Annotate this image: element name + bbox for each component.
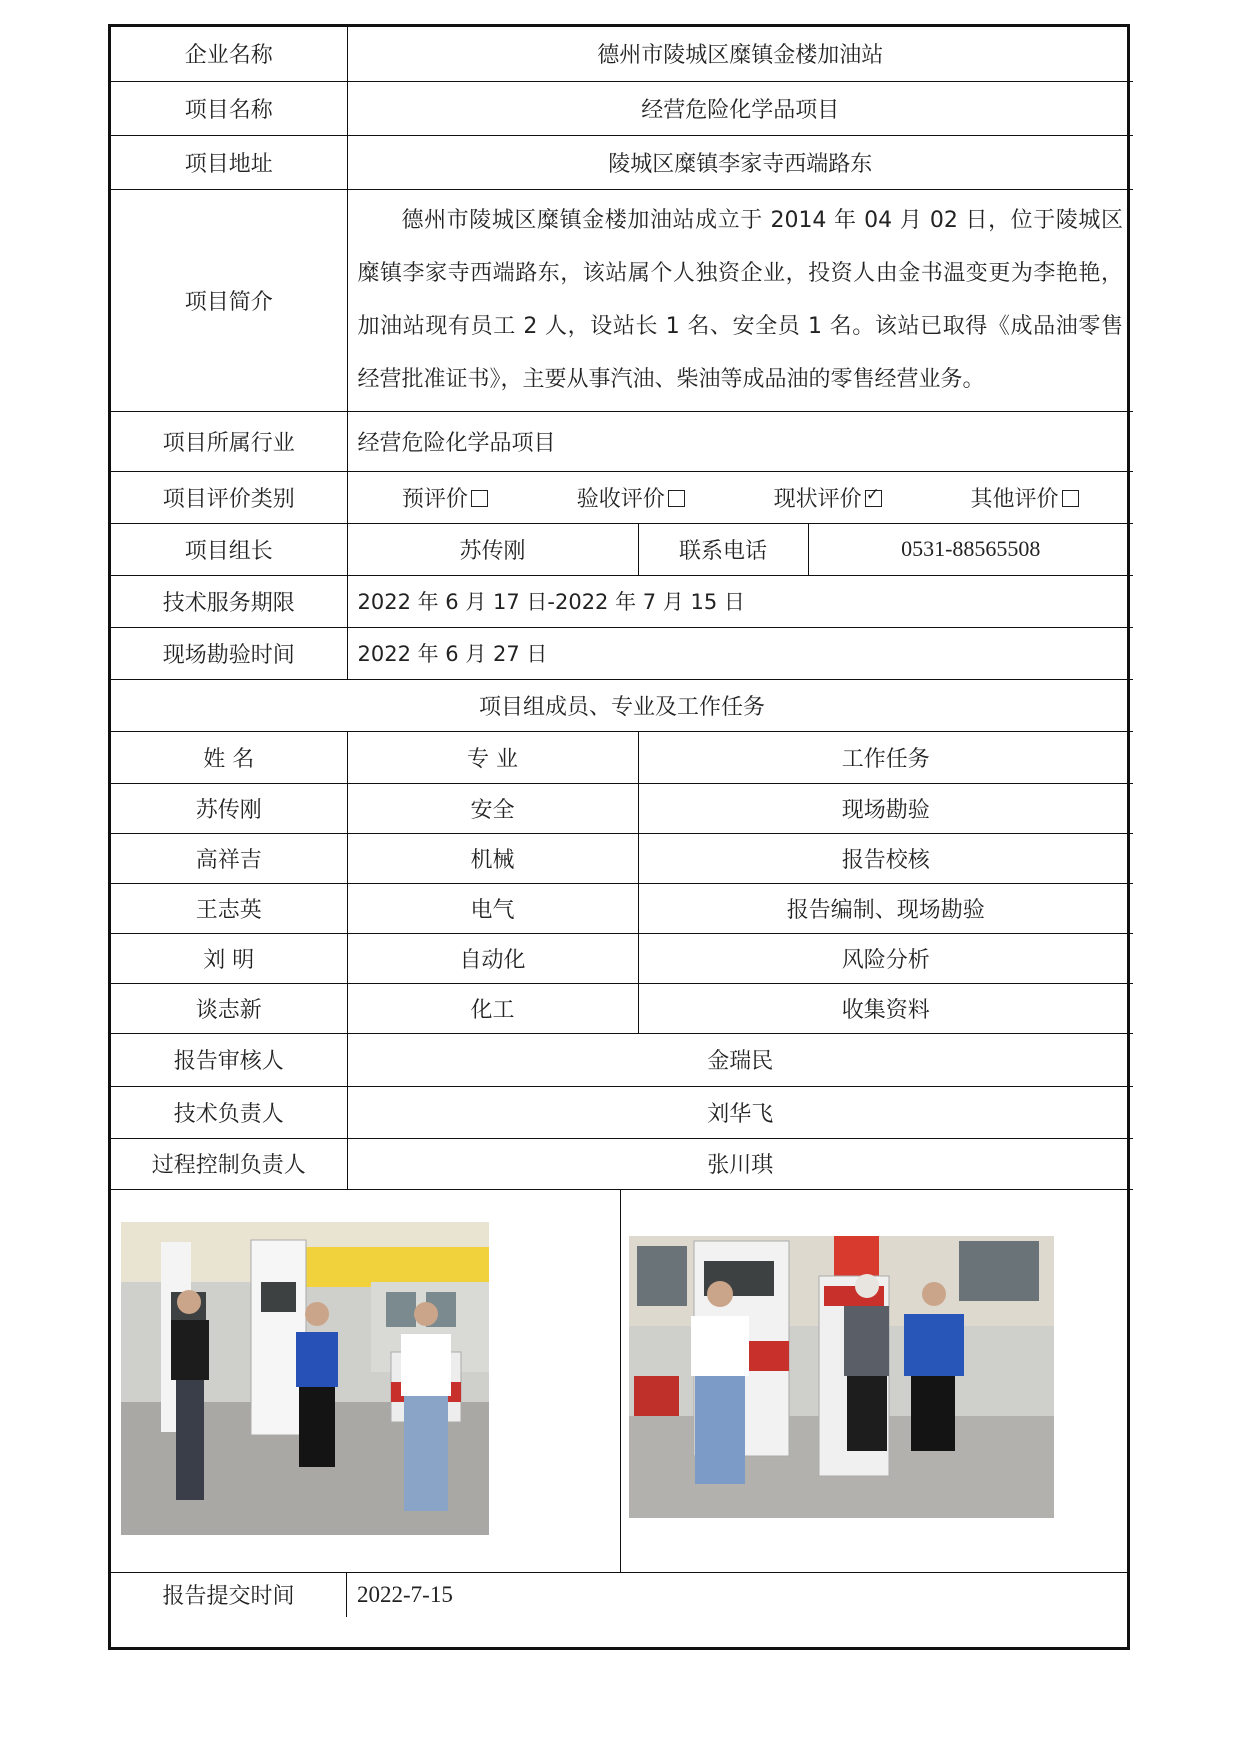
submit-time-value: 2022-7-15 <box>357 1581 453 1607</box>
eval-option <box>402 482 488 513</box>
member-row <box>111 784 1133 834</box>
phone-value: 0531-88565508 <box>808 523 1133 575</box>
tech-lead-value: 刘华飞 <box>347 1086 1133 1138</box>
leader-value: 苏传刚 <box>347 523 638 575</box>
submit-time-row <box>111 1573 1127 1617</box>
member-task: 收集资料 <box>638 984 1133 1034</box>
members-table <box>111 732 1133 1035</box>
enterprise-label: 企业名称 <box>111 27 347 81</box>
member-row <box>111 834 1133 884</box>
reviewer-value: 金瑞民 <box>347 1034 1133 1086</box>
gas-station-photo-2 <box>629 1236 1054 1518</box>
member-major: 自动化 <box>347 934 638 984</box>
member-major: 机械 <box>347 834 638 884</box>
site-photos <box>111 1190 1127 1573</box>
service-period-value: 2022 年 6 月 17 日-2022 年 7 月 15 日 <box>347 575 1133 627</box>
process-lead-value: 张川琪 <box>347 1138 1133 1189</box>
project-address-label: 项目地址 <box>111 135 347 189</box>
industry-label: 项目所属行业 <box>111 411 347 471</box>
member-name: 谈志新 <box>111 984 347 1034</box>
responsible-table <box>111 1034 1133 1190</box>
members-header-name: 姓 名 <box>111 732 347 784</box>
members-header-task: 工作任务 <box>638 732 1133 784</box>
member-row <box>111 934 1133 984</box>
industry-value: 经营危险化学品项目 <box>347 411 1133 471</box>
member-task: 报告编制、现场勘验 <box>638 884 1133 934</box>
members-title: 项目组成员、专业及工作任务 <box>111 679 1133 731</box>
survey-time-label: 现场勘验时间 <box>111 627 347 679</box>
submit-time-label: 报告提交时间 <box>111 1573 347 1617</box>
eval-type-options <box>347 471 1133 523</box>
member-name: 高祥吉 <box>111 834 347 884</box>
tech-lead-label: 技术负责人 <box>111 1086 347 1138</box>
members-header-major: 专 业 <box>347 732 638 784</box>
project-info-sheet <box>108 24 1130 1650</box>
reviewer-label: 报告审核人 <box>111 1034 347 1086</box>
gas-station-photo-1 <box>121 1222 489 1535</box>
eval-option-label: 预评价 <box>401 486 468 512</box>
member-name: 苏传刚 <box>111 784 347 834</box>
site-photo-2 <box>629 1236 1054 1518</box>
project-intro-label: 项目简介 <box>111 189 347 411</box>
phone-label: 联系电话 <box>638 523 808 575</box>
eval-option <box>577 482 685 513</box>
member-name: 王志英 <box>111 884 347 934</box>
info-table <box>111 27 1133 732</box>
project-intro-value: 德州市陵城区糜镇金楼加油站成立于 2014 年 04 月 02 日，位于陵城区糜镇李家寺西端路东，该站属个人独资企业，投资人由金书温变更为李艳艳，加油站现有员工 2 人，设站长 1 名、安全员 1 名。该站已取得《成品油零售经营批准证书》，主要从事汽油、柴油等成品油的零售经营业务。 <box>347 189 1133 411</box>
eval-option-label: 验收评价 <box>576 486 665 512</box>
project-name-label: 项目名称 <box>111 81 347 135</box>
eval-option <box>774 482 882 513</box>
member-task: 风险分析 <box>638 934 1133 984</box>
eval-option-label: 现状评价 <box>773 486 862 512</box>
member-major: 化工 <box>347 984 638 1034</box>
photo-cell-left <box>111 1190 621 1572</box>
photo-cell-right <box>621 1190 1127 1572</box>
survey-time-value: 2022 年 6 月 27 日 <box>347 627 1133 679</box>
site-photo-1 <box>121 1222 489 1535</box>
eval-option <box>971 482 1079 513</box>
checked-box-icon <box>865 490 882 507</box>
member-major: 电气 <box>347 884 638 934</box>
process-lead-label: 过程控制负责人 <box>111 1138 347 1189</box>
member-task: 现场勘验 <box>638 784 1133 834</box>
checkbox-icon <box>668 490 685 507</box>
member-row <box>111 984 1133 1034</box>
service-period-label: 技术服务期限 <box>111 575 347 627</box>
leader-label: 项目组长 <box>111 523 347 575</box>
member-major: 安全 <box>347 784 638 834</box>
project-address-value: 陵城区糜镇李家寺西端路东 <box>347 135 1133 189</box>
enterprise-value: 德州市陵城区糜镇金楼加油站 <box>347 27 1133 81</box>
checkbox-icon <box>471 490 488 507</box>
member-task: 报告校核 <box>638 834 1133 884</box>
member-row <box>111 884 1133 934</box>
eval-type-label: 项目评价类别 <box>111 471 347 523</box>
member-name: 刘 明 <box>111 934 347 984</box>
project-name-value: 经营危险化学品项目 <box>347 81 1133 135</box>
eval-option-label: 其他评价 <box>970 486 1059 512</box>
checkbox-icon <box>1062 490 1079 507</box>
